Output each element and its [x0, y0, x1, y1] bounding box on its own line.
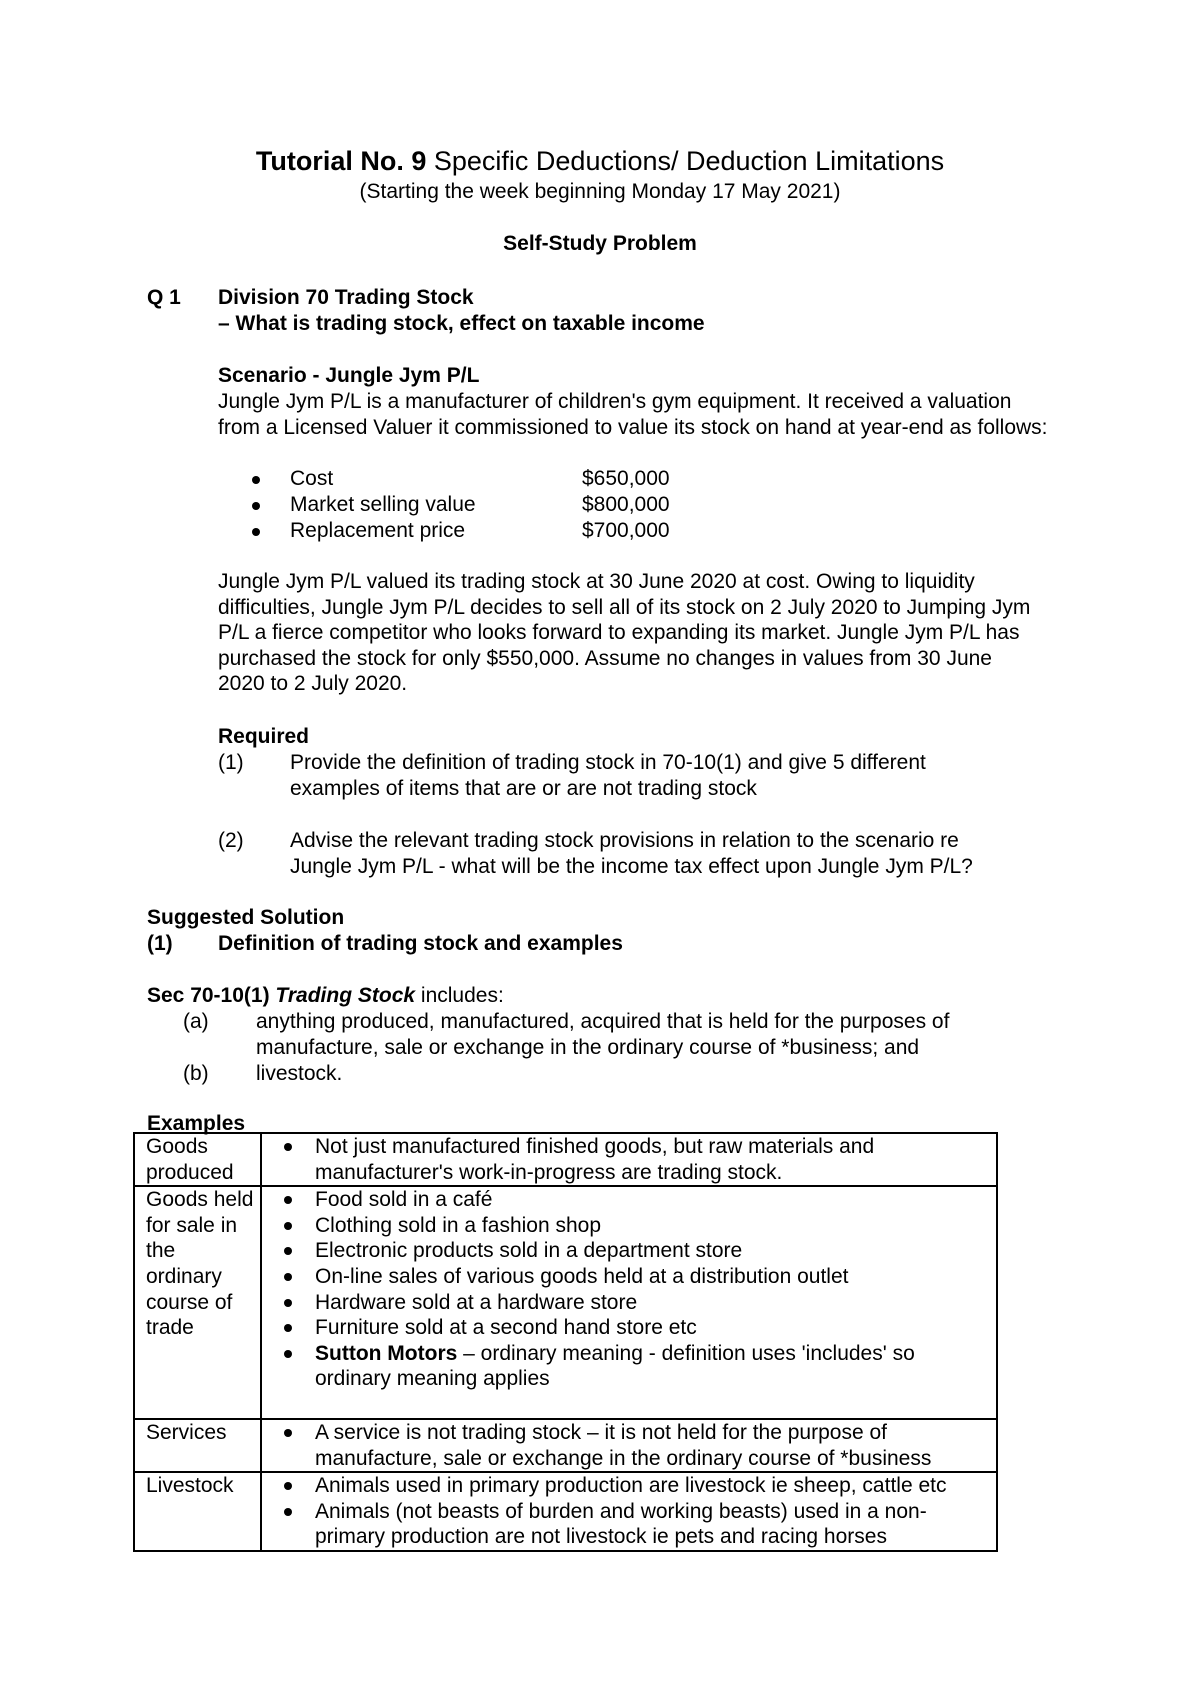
scenario-title: Scenario - Jungle Jym P/L — [218, 364, 480, 387]
valuation-value: $700,000 — [582, 519, 670, 542]
valuation-bullet-icon — [252, 467, 260, 493]
valuation-bullet-icon — [252, 493, 260, 519]
definition-item-text: anything produced, manufactured, acquired that is held for the purposes of manufacture, sale or exchange in the ordinary course of *business; and — [256, 1010, 950, 1059]
list-item: A service is not trading stock – it is not held for the purpose of manufacture, sale or exchange in the ordinary course of *business — [273, 1420, 990, 1471]
defined-term: Trading Stock — [275, 984, 416, 1007]
definition-item-number: (a) — [183, 1010, 209, 1033]
solution-part-number: (1) — [147, 932, 173, 955]
table-row — [134, 1133, 997, 1186]
case-note: – ordinary meaning - definition uses 'includes' so ordinary meaning applies — [315, 1341, 915, 1391]
list-item: Food sold in a café — [273, 1187, 990, 1213]
solution-title: Suggested Solution — [147, 906, 345, 929]
table-bullets — [261, 1186, 997, 1419]
valuation-label: Replacement price — [290, 519, 466, 542]
table-bullets — [261, 1133, 997, 1186]
valuation-value: $800,000 — [582, 493, 670, 516]
table-bullets — [261, 1472, 997, 1551]
title-topic: Specific Deductions/ Deduction Limitations — [433, 146, 945, 176]
section-heading: Self-Study Problem — [503, 232, 697, 255]
page-subtitle: (Starting the week beginning Monday 17 May 2021) — [359, 180, 841, 203]
required-number: (2) — [218, 829, 244, 852]
required-text: Advise the relevant trading stock provisions in relation to the scenario re Jungle Jym P/L - what will be the income tax effect upon Jungle Jym P/L? — [290, 829, 973, 878]
question-subheading: – What is trading stock, effect on taxable income — [218, 312, 705, 335]
required-number: (1) — [218, 751, 244, 774]
list-item: Clothing sold in a fashion shop — [273, 1213, 990, 1239]
required-text: Provide the definition of trading stock in 70-10(1) and give 5 different examples of items that are or are not trading stock — [290, 751, 926, 800]
examples-title: Examples — [147, 1112, 246, 1135]
list-item: Animals (not beasts of burden and working beasts) used in a non-primary production are not livestock ie pets and racing horses — [273, 1499, 990, 1550]
list-item: Animals used in primary production are livestock ie sheep, cattle etc — [273, 1473, 990, 1499]
section-definition — [147, 983, 504, 1009]
table-category: Goods held for sale in the ordinary course of trade — [134, 1186, 261, 1419]
table-row — [134, 1419, 997, 1472]
required-title: Required — [218, 725, 310, 748]
list-item: On-line sales of various goods held at a distribution outlet — [273, 1264, 990, 1290]
case-name: Sutton Motors — [315, 1341, 458, 1365]
table-row — [134, 1472, 997, 1551]
scenario-text: Jungle Jym P/L is a manufacturer of children's gym equipment. It received a valuation from a Licensed Valuer it commissioned to value its stock on hand at year-end as follows: — [218, 390, 1048, 439]
table-category: Livestock — [134, 1472, 261, 1551]
definition-item-text: livestock. — [256, 1062, 343, 1085]
valuation-value: $650,000 — [582, 467, 670, 490]
list-item: Hardware sold at a hardware store — [273, 1290, 990, 1316]
list-item: Furniture sold at a second hand store etc — [273, 1315, 990, 1341]
list-item: Not just manufactured finished goods, but raw materials and manufacturer's work-in-progress are trading stock. — [273, 1134, 990, 1185]
question-number: Q 1 — [147, 286, 181, 309]
question-heading: Division 70 Trading Stock — [218, 286, 474, 309]
page-title — [0, 144, 1200, 178]
list-item — [273, 1341, 990, 1392]
section-reference: Sec 70-10(1) — [147, 984, 270, 1007]
definition-item-number: (b) — [183, 1062, 209, 1085]
valuation-bullet-icon — [252, 519, 260, 545]
scenario-text-2: Jungle Jym P/L valued its trading stock at 30 June 2020 at cost. Owing to liquidity difficulties, Jungle Jym P/L decides to sell all of its stock on 2 July 2020 to Jumping Jym P/L a fierce competitor who looks forward to expanding its market. Jungle Jym P/L has purchased the stock for only $550,000. Assume no changes in values from 30 June 2020 to 2 July 2020. — [218, 570, 1031, 696]
table-category: Goods produced — [134, 1133, 261, 1186]
title-tutorial-number: Tutorial No. 9 — [255, 146, 427, 176]
table-bullets — [261, 1419, 997, 1472]
definition-lead: includes: — [420, 984, 504, 1007]
solution-part-title: Definition of trading stock and examples — [218, 932, 623, 955]
valuation-label: Market selling value — [290, 493, 476, 516]
valuation-label: Cost — [290, 467, 334, 490]
list-item: Electronic products sold in a department store — [273, 1238, 990, 1264]
table-category: Services — [134, 1419, 261, 1472]
table-row — [134, 1186, 997, 1419]
examples-table — [133, 1132, 998, 1552]
